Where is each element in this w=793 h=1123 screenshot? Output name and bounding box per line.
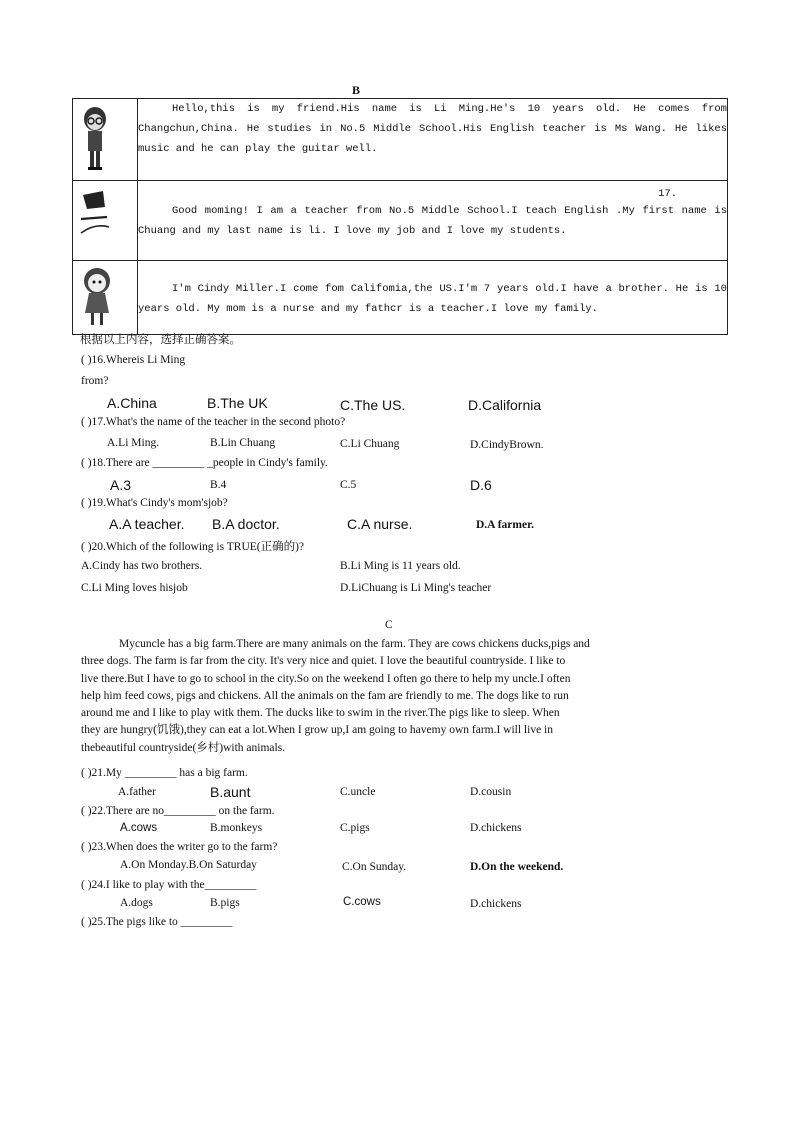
q18-option-d[interactable]: D.6 (470, 477, 492, 493)
question-19: ( )19.What's Cindy's mom'sjob? (81, 497, 228, 509)
profile-table (72, 98, 728, 335)
question-24: ( )24.I like to play with the_________ (81, 879, 257, 891)
question-21: ( )21.My _________ has a big farm. (81, 767, 248, 779)
q19-option-b[interactable]: B.A doctor. (212, 516, 280, 532)
section-c-title: C (385, 619, 393, 631)
q17-option-a[interactable]: A.Li Ming. (107, 437, 160, 449)
q16-option-a[interactable]: A.China (107, 395, 157, 411)
instruction-text: 根据以上内容，选择正确答案。 (80, 334, 241, 346)
q23-option-d[interactable]: D.On the weekend. (470, 861, 564, 873)
q21-option-c[interactable]: C.uncle (340, 786, 376, 798)
section-b-title: B (352, 83, 361, 97)
question-number-17: 17. (658, 188, 677, 200)
cindy-picture (73, 261, 138, 335)
q24-option-c[interactable]: C.cows (343, 896, 381, 908)
question-23: ( )23.When does the writer go to the farm? (81, 841, 278, 853)
profile-row-li-ming (73, 99, 728, 181)
li-ming-text-cell (138, 99, 728, 181)
q18-option-c[interactable]: C.5 (340, 479, 357, 491)
q17-option-c[interactable]: C.Li Chuang (340, 438, 400, 450)
q22-option-d[interactable]: D.chickens (470, 822, 522, 834)
q18-option-b[interactable]: B.4 (210, 479, 227, 491)
profile-row-teacher (73, 181, 728, 261)
question-25: ( )25.The pigs like to _________ (81, 916, 233, 928)
question-16-cont: from? (81, 375, 109, 387)
li-ming-description: Hello,this is my friend.His name is Li Ming.He's 10 years old. He comes from Changchun,China. He studies in No.5 Middle School.His English teacher is Ms Wang. He likes music and he can play the guitar well. (138, 103, 727, 155)
girl-icon (73, 261, 137, 331)
q16-option-d[interactable]: D.California (468, 397, 542, 413)
q20-option-d[interactable]: D.LiChuang is Li Ming's teacher (340, 582, 492, 594)
farm-passage (81, 636, 664, 757)
question-17: ( )17.What's the name of the teacher in the second photo? (81, 416, 346, 428)
question-16: ( )16.Whereis Li Ming (81, 354, 186, 366)
q17-option-d[interactable]: D.CindyBrown. (470, 439, 544, 451)
li-ming-picture (73, 99, 138, 181)
q16-option-b[interactable]: B.The UK (207, 395, 268, 411)
passage-line-4: help him feed cows, pigs and chickens. All the animals on the fam are friendly to me. The dogs like to run (81, 689, 569, 702)
q21-option-d[interactable]: D.cousin (470, 786, 512, 798)
teacher-text-cell (138, 181, 728, 261)
q19-option-a[interactable]: A.A teacher. (109, 516, 185, 532)
passage-line-5: around me and I like to play witk them. The ducks like to swim in the river.The pigs like to sleep. When (81, 707, 560, 720)
q21-option-a[interactable]: A.father (118, 786, 156, 798)
passage-line-1: Mycuncle has a big farm.There are many animals on the farm. They are cows chickens ducks,pigs and (119, 638, 590, 650)
q23-option-c[interactable]: C.On Sunday. (342, 861, 407, 873)
q22-option-c[interactable]: C.pigs (340, 822, 370, 834)
passage-line-2: three dogs. The farm is far from the city. It's very nice and quiet. I love the beautiful countryside. I like to (81, 655, 566, 668)
q24-option-a[interactable]: A.dogs (120, 897, 153, 909)
q19-option-d[interactable]: D.A farmer. (476, 519, 535, 531)
teacher-description: Good moming! I am a teacher from No.5 Middle School.I teach English .My first name is Chuang and my last name is li. I love my job and I love my students. (138, 205, 727, 237)
passage-line-6: they are hungry(饥饿),they can eat a lot.When I grow up,I am going to havemy own farm.I will live in (81, 724, 553, 737)
teacher-sketch-icon (73, 181, 137, 257)
q21-option-b[interactable]: B.aunt (210, 784, 251, 800)
cindy-description: I'm Cindy Miller.I come fom Califomia,the US.I'm 7 years old.I have a brother. He is 10 years old. My mom is a nurse and my fathcr is a teacher.I love my family. (138, 283, 727, 315)
question-20: ( )20.Which of the following is TRUE(正确的)? (81, 541, 305, 553)
q23-option-ab[interactable]: A.On Monday.B.On Saturday (120, 859, 257, 871)
q24-option-b[interactable]: B.pigs (210, 897, 240, 909)
q24-option-d[interactable]: D.chickens (470, 898, 522, 910)
boy-with-glasses-icon (73, 99, 137, 177)
q17-option-b[interactable]: B.Lin Chuang (210, 437, 276, 449)
cindy-text-cell (138, 261, 728, 335)
passage-line-3: live there.But I have to go to school in the city.So on the weekend I often go there to help my uncle.I often (81, 672, 571, 685)
q20-option-b[interactable]: B.Li Ming is 11 years old. (340, 560, 461, 572)
passage-line-7: thebeautiful countryside(乡村)with animals. (81, 741, 286, 754)
question-22: ( )22.There are no_________ on the farm. (81, 805, 275, 817)
q16-option-c[interactable]: C.The US. (340, 397, 406, 413)
q20-option-c[interactable]: C.Li Ming loves hisjob (81, 582, 188, 594)
question-18: ( )18.There are _________ _people in Cindy's family. (81, 457, 328, 469)
q22-option-a[interactable]: A.cows (120, 822, 158, 834)
q18-option-a[interactable]: A.3 (110, 477, 132, 493)
q20-option-a[interactable]: A.Cindy has two brothers. (81, 560, 203, 572)
q22-option-b[interactable]: B.monkeys (210, 822, 263, 834)
teacher-picture (73, 181, 138, 261)
q19-option-c[interactable]: C.A nurse. (347, 516, 413, 532)
profile-row-cindy (73, 261, 728, 335)
